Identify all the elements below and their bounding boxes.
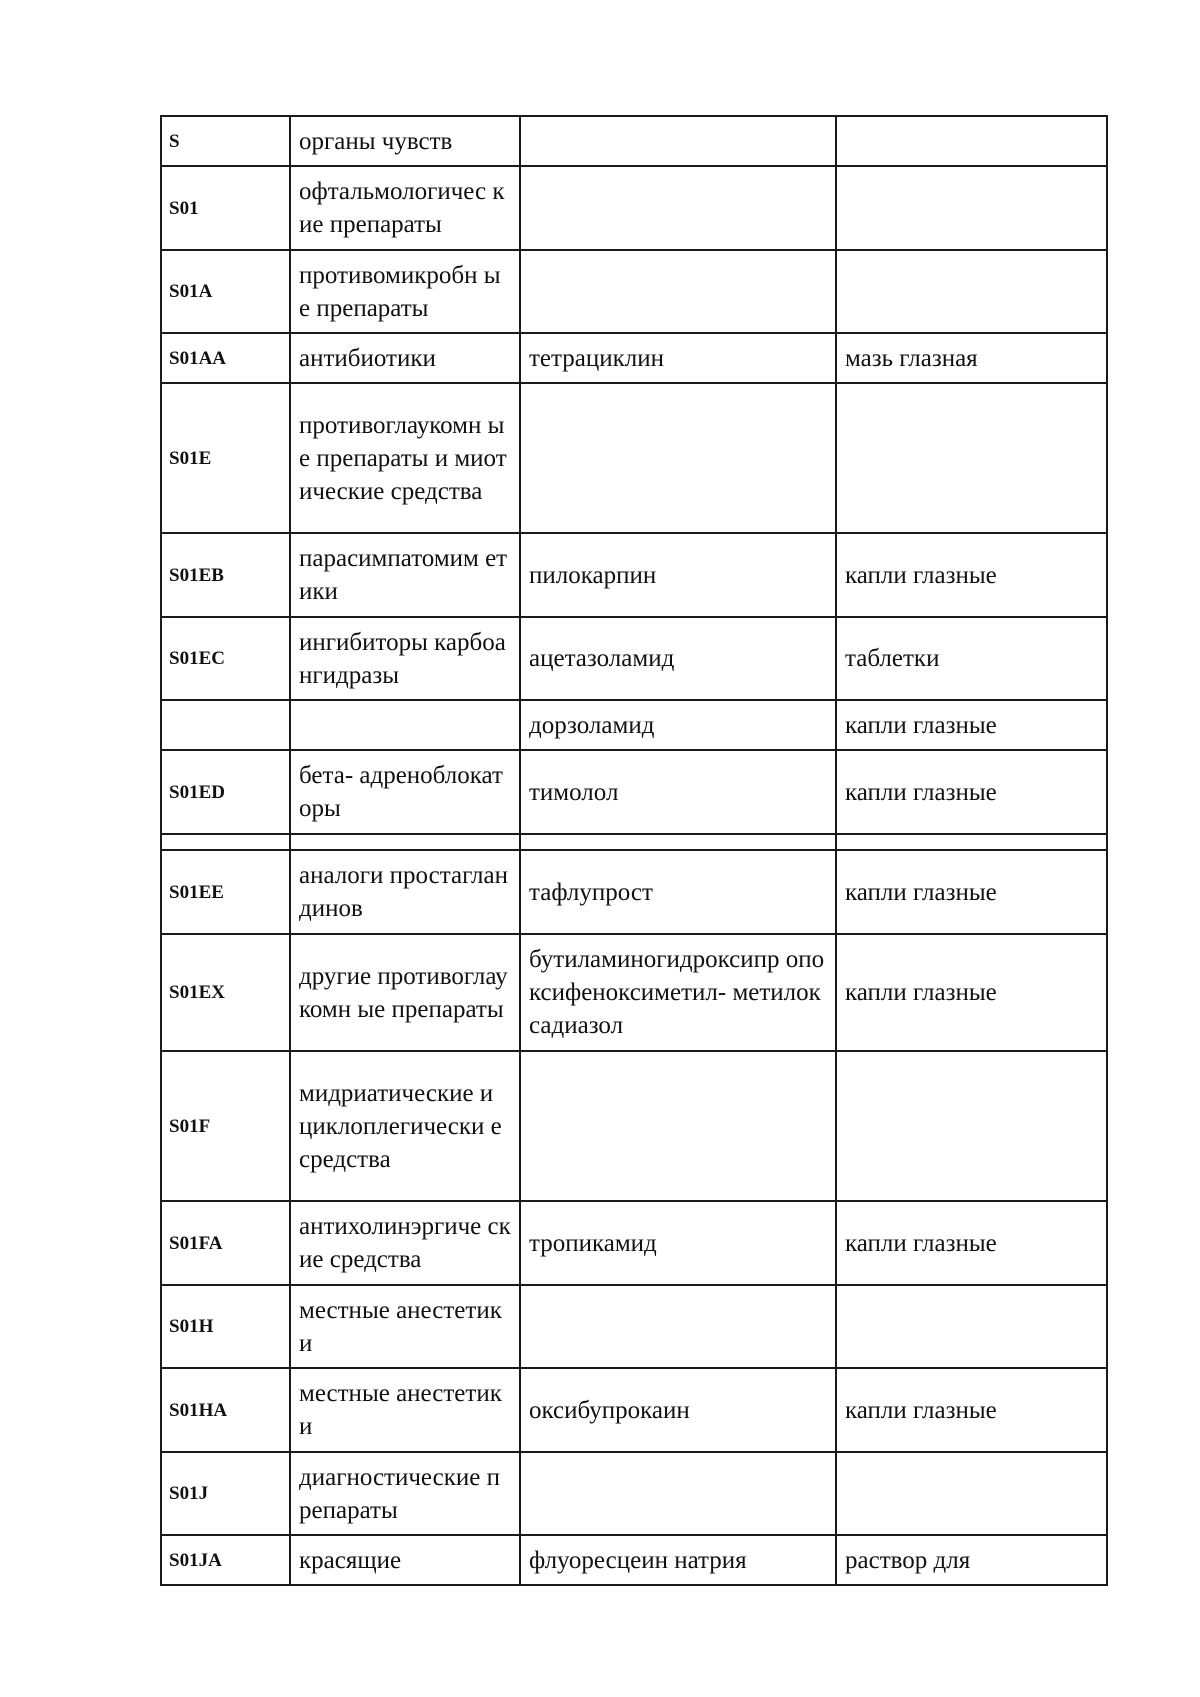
group-name-cell: офтальмологичес кие препараты bbox=[290, 166, 520, 250]
dosage-form-cell: мазь глазная bbox=[836, 333, 1107, 383]
drug-name-cell bbox=[520, 250, 836, 333]
group-name-cell: диагностические препараты bbox=[290, 1452, 520, 1535]
dosage-form-cell bbox=[836, 1285, 1107, 1368]
atc-code-cell: S01F bbox=[161, 1051, 290, 1201]
drug-classification-table bbox=[160, 115, 1108, 1586]
group-name-cell: красящие bbox=[290, 1535, 520, 1585]
table-row bbox=[161, 333, 1107, 383]
drug-name-cell bbox=[520, 1285, 836, 1368]
table-row bbox=[161, 1452, 1107, 1535]
table-spacer-row bbox=[161, 834, 1107, 850]
group-name-cell: антибиотики bbox=[290, 333, 520, 383]
drug-name-cell: тропикамид bbox=[520, 1201, 836, 1285]
drug-name-cell: бутиламиногидроксипр опоксифеноксиметил- метилоксадиазол bbox=[520, 934, 836, 1051]
dosage-form-cell: капли глазные bbox=[836, 1368, 1107, 1452]
dosage-form-cell: капли глазные bbox=[836, 934, 1107, 1051]
drug-name-cell: ацетазоламид bbox=[520, 617, 836, 700]
table-row bbox=[161, 116, 1107, 166]
dosage-form-cell: капли глазные bbox=[836, 533, 1107, 617]
dosage-form-cell bbox=[836, 1452, 1107, 1535]
atc-code-cell: S01EE bbox=[161, 850, 290, 934]
group-name-cell: мидриатические и циклоплегически е средства bbox=[290, 1051, 520, 1201]
table-row bbox=[161, 750, 1107, 834]
drug-name-cell bbox=[520, 116, 836, 166]
atc-code-cell: S01JA bbox=[161, 1535, 290, 1585]
drug-name-cell bbox=[520, 1051, 836, 1201]
drug-name-cell: тафлупрост bbox=[520, 850, 836, 934]
table-row bbox=[161, 1201, 1107, 1285]
drug-name-cell: тетрациклин bbox=[520, 333, 836, 383]
table-row bbox=[161, 533, 1107, 617]
table-row bbox=[161, 250, 1107, 333]
dosage-form-cell bbox=[836, 1051, 1107, 1201]
table-row bbox=[161, 383, 1107, 533]
group-name-cell: местные анестетики bbox=[290, 1368, 520, 1452]
group-name-cell: бета- адреноблокаторы bbox=[290, 750, 520, 834]
dosage-form-cell bbox=[836, 116, 1107, 166]
group-name-cell: органы чувств bbox=[290, 116, 520, 166]
dosage-form-cell: раствор для bbox=[836, 1535, 1107, 1585]
table-row bbox=[161, 166, 1107, 250]
spacer-cell bbox=[836, 834, 1107, 850]
dosage-form-cell: таблетки bbox=[836, 617, 1107, 700]
atc-code-cell: S01ED bbox=[161, 750, 290, 834]
drug-name-cell: тимолол bbox=[520, 750, 836, 834]
table-row bbox=[161, 1535, 1107, 1585]
table-body bbox=[161, 116, 1107, 1585]
table-row bbox=[161, 934, 1107, 1051]
table-row bbox=[161, 700, 1107, 750]
group-name-cell: аналоги простагландинов bbox=[290, 850, 520, 934]
group-name-cell: местные анестетики bbox=[290, 1285, 520, 1368]
dosage-form-cell: капли глазные bbox=[836, 750, 1107, 834]
dosage-form-cell bbox=[836, 166, 1107, 250]
atc-code-cell: S01FA bbox=[161, 1201, 290, 1285]
group-name-cell: антихолинэргиче ские средства bbox=[290, 1201, 520, 1285]
group-name-cell: противомикробн ые препараты bbox=[290, 250, 520, 333]
atc-code-cell: S01HA bbox=[161, 1368, 290, 1452]
dosage-form-cell: капли глазные bbox=[836, 1201, 1107, 1285]
atc-code-cell: S01EX bbox=[161, 934, 290, 1051]
drug-name-cell: флуоресцеин натрия bbox=[520, 1535, 836, 1585]
dosage-form-cell: капли глазные bbox=[836, 700, 1107, 750]
group-name-cell: противоглаукомн ые препараты и миотические средства bbox=[290, 383, 520, 533]
atc-code-cell: S01J bbox=[161, 1452, 290, 1535]
table-row bbox=[161, 1051, 1107, 1201]
atc-code-cell: S01AA bbox=[161, 333, 290, 383]
atc-code-cell: S01E bbox=[161, 383, 290, 533]
atc-code-cell: S01A bbox=[161, 250, 290, 333]
dosage-form-cell: капли глазные bbox=[836, 850, 1107, 934]
table-row bbox=[161, 1285, 1107, 1368]
dosage-form-cell bbox=[836, 250, 1107, 333]
spacer-cell bbox=[290, 834, 520, 850]
table-row bbox=[161, 1368, 1107, 1452]
spacer-cell bbox=[520, 834, 836, 850]
group-name-cell: ингибиторы карбоангидразы bbox=[290, 617, 520, 700]
atc-code-cell bbox=[161, 700, 290, 750]
table-row bbox=[161, 850, 1107, 934]
atc-code-cell: S01 bbox=[161, 166, 290, 250]
spacer-cell bbox=[161, 834, 290, 850]
drug-name-cell: пилокарпин bbox=[520, 533, 836, 617]
drug-name-cell bbox=[520, 1452, 836, 1535]
drug-name-cell bbox=[520, 383, 836, 533]
atc-code-cell: S01EC bbox=[161, 617, 290, 700]
table-row bbox=[161, 617, 1107, 700]
drug-name-cell bbox=[520, 166, 836, 250]
group-name-cell: другие противоглаукомн ые препараты bbox=[290, 934, 520, 1051]
drug-name-cell: дорзоламид bbox=[520, 700, 836, 750]
group-name-cell bbox=[290, 700, 520, 750]
atc-code-cell: S bbox=[161, 116, 290, 166]
drug-name-cell: оксибупрокаин bbox=[520, 1368, 836, 1452]
group-name-cell: парасимпатомим етики bbox=[290, 533, 520, 617]
atc-code-cell: S01EB bbox=[161, 533, 290, 617]
atc-code-cell: S01H bbox=[161, 1285, 290, 1368]
dosage-form-cell bbox=[836, 383, 1107, 533]
